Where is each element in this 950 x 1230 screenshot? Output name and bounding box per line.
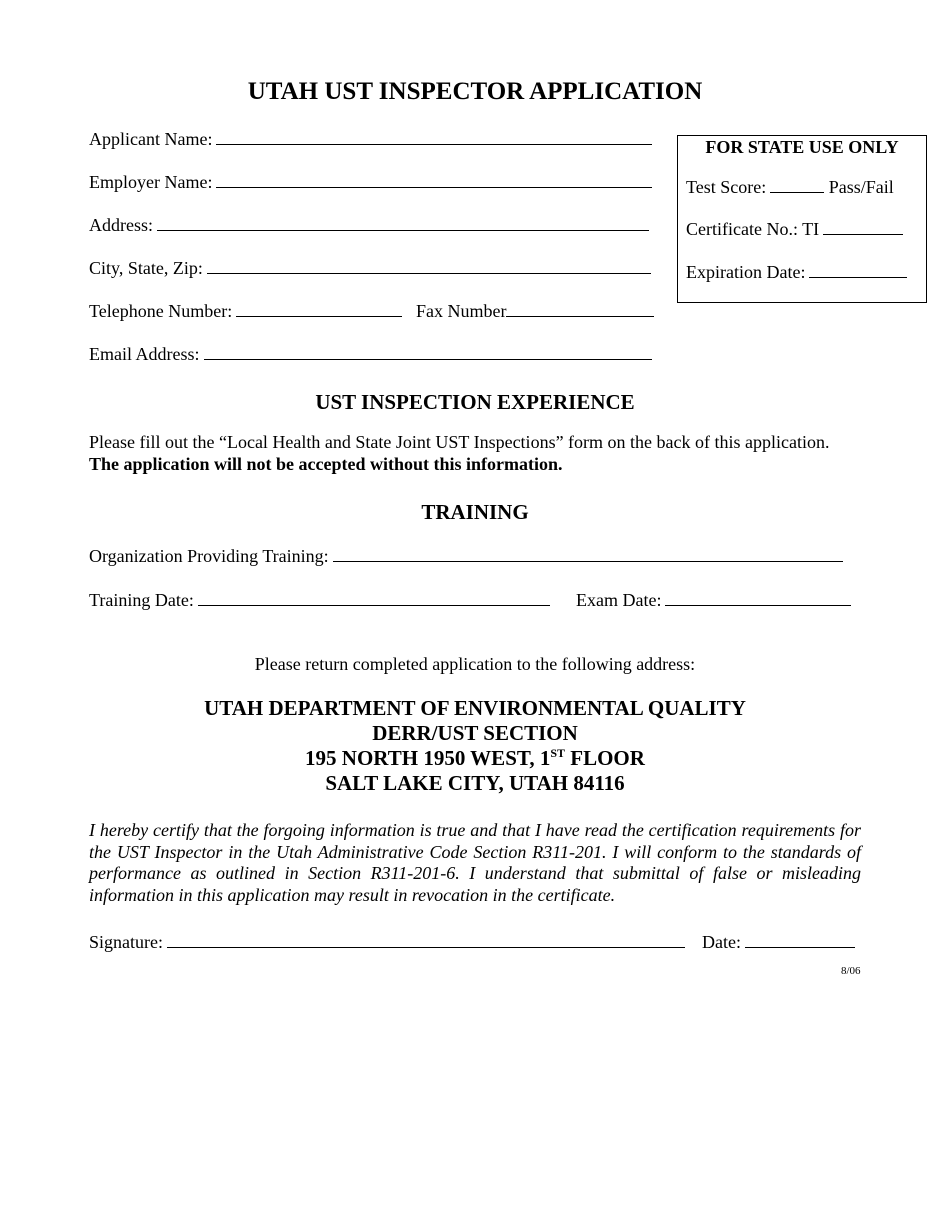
training-date-line[interactable] bbox=[198, 604, 550, 606]
experience-instruction: Please fill out the “Local Health and State Joint UST Inspections” form on the back of this application. bbox=[89, 432, 830, 452]
test-score-label: Test Score: bbox=[686, 177, 767, 197]
signature-line[interactable] bbox=[167, 946, 685, 948]
address-label: Address: bbox=[89, 215, 153, 235]
applicant-name-field[interactable] bbox=[89, 129, 652, 150]
address-line-2: DERR/UST SECTION bbox=[372, 721, 578, 745]
exam-date-label: Exam Date: bbox=[576, 590, 662, 610]
page-title: UTAH UST INSPECTOR APPLICATION bbox=[247, 78, 703, 105]
telephone-field[interactable] bbox=[89, 301, 402, 322]
fax-label: Fax Number bbox=[416, 301, 507, 321]
signature-field[interactable] bbox=[89, 932, 685, 953]
test-score-line[interactable] bbox=[770, 191, 824, 193]
experience-warning: The application will not be accepted without this information. bbox=[89, 454, 563, 474]
pass-fail-label: Pass/Fail bbox=[828, 177, 894, 197]
signature-label: Signature: bbox=[89, 932, 163, 952]
organization-label: Organization Providing Training: bbox=[89, 546, 329, 566]
employer-name-line[interactable] bbox=[216, 186, 652, 188]
signature-date-field[interactable] bbox=[702, 932, 855, 953]
city-state-zip-label: City, State, Zip: bbox=[89, 258, 203, 278]
email-field[interactable] bbox=[89, 344, 652, 365]
employer-name-label: Employer Name: bbox=[89, 172, 213, 192]
address-field[interactable] bbox=[89, 215, 649, 236]
email-line[interactable] bbox=[204, 358, 652, 360]
certificate-line[interactable] bbox=[823, 233, 903, 235]
test-score-field[interactable] bbox=[686, 177, 894, 198]
return-instruction: Please return completed application to the following address: bbox=[254, 654, 696, 674]
address-line-3-sup: ST bbox=[550, 746, 566, 760]
state-use-box bbox=[677, 135, 927, 303]
address-line-3-post: FLOOR bbox=[565, 746, 645, 770]
revision-date: 8/06 bbox=[841, 965, 861, 977]
signature-date-line[interactable] bbox=[745, 946, 855, 948]
training-heading: TRAINING bbox=[421, 500, 529, 524]
fax-field[interactable] bbox=[416, 301, 654, 322]
employer-name-field[interactable] bbox=[89, 172, 652, 193]
expiration-label: Expiration Date: bbox=[686, 262, 806, 282]
city-state-zip-line[interactable] bbox=[207, 272, 651, 274]
email-label: Email Address: bbox=[89, 344, 200, 364]
training-date-field[interactable] bbox=[89, 590, 550, 611]
address-line-3-pre: 195 NORTH 1950 WEST, 1 bbox=[305, 746, 551, 770]
telephone-label: Telephone Number: bbox=[89, 301, 233, 321]
experience-heading: UST INSPECTION EXPERIENCE bbox=[315, 390, 635, 414]
fax-line[interactable] bbox=[506, 315, 654, 317]
applicant-name-line[interactable] bbox=[216, 143, 652, 145]
signature-date-label: Date: bbox=[702, 932, 741, 952]
address-line-4: SALT LAKE CITY, UTAH 84116 bbox=[325, 771, 625, 795]
organization-field[interactable] bbox=[89, 546, 843, 567]
certification-text: I hereby certify that the forgoing information is true and that I have read the certification requirements for the UST Inspector in the Utah Administrative Code Section R311-201. I will conform to the standards of performance as outlined in Section R311-201-6. I understand that submittal of false or misleading information in this application may result in revocation in the certificate. bbox=[89, 820, 861, 905]
applicant-name-label: Applicant Name: bbox=[89, 129, 213, 149]
state-use-heading: FOR STATE USE ONLY bbox=[705, 137, 899, 157]
certificate-label: Certificate No.: TI bbox=[686, 219, 820, 239]
expiration-field[interactable] bbox=[686, 262, 907, 283]
address-line-1: UTAH DEPARTMENT OF ENVIRONMENTAL QUALITY bbox=[204, 696, 746, 720]
address-line[interactable] bbox=[157, 229, 649, 231]
exam-date-field[interactable] bbox=[576, 590, 851, 611]
exam-date-line[interactable] bbox=[665, 604, 851, 606]
training-date-label: Training Date: bbox=[89, 590, 194, 610]
organization-line[interactable] bbox=[333, 560, 843, 562]
expiration-line[interactable] bbox=[809, 276, 907, 278]
certificate-field[interactable] bbox=[686, 219, 903, 240]
address-line-3 bbox=[0, 746, 950, 771]
telephone-line[interactable] bbox=[236, 315, 402, 317]
city-state-zip-field[interactable] bbox=[89, 258, 651, 279]
